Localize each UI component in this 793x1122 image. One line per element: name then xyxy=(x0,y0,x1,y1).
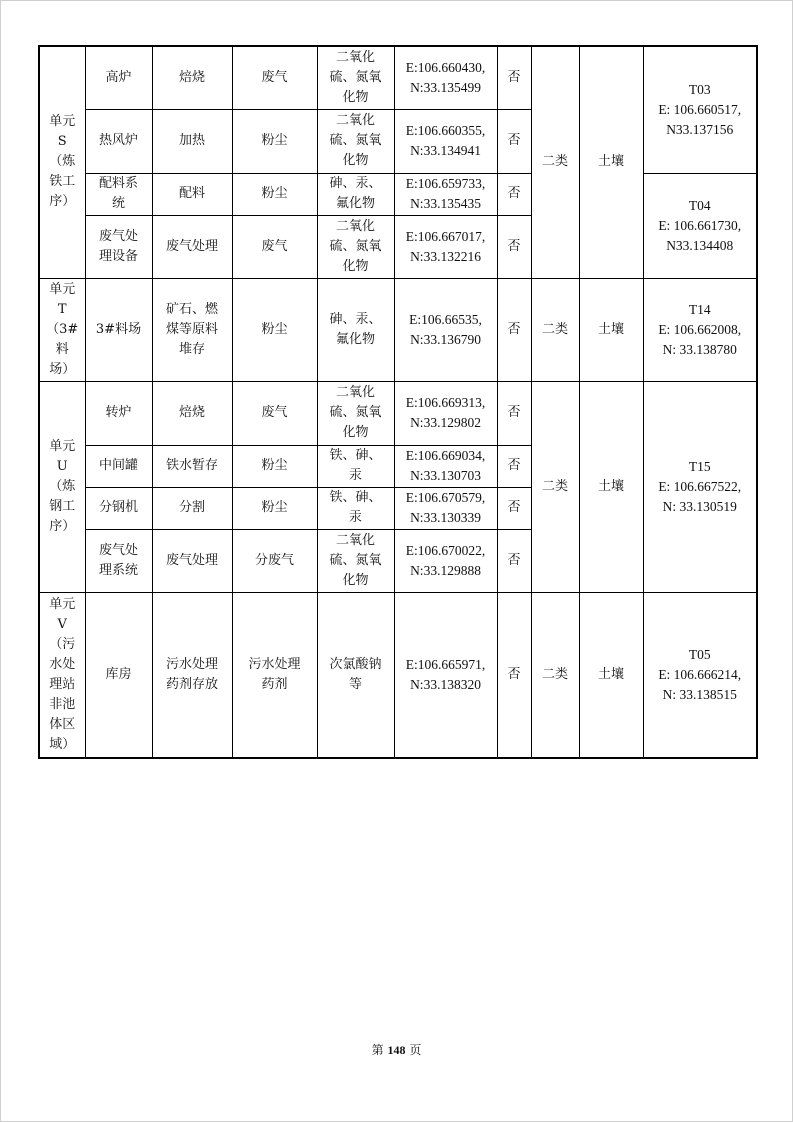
pollutant-cell: 粉尘 xyxy=(232,173,317,215)
unit-cell: 单元 V （污 水处 理站 非池 体区 域） xyxy=(39,592,85,758)
pollutant-cell: 粉尘 xyxy=(232,278,317,381)
activity-cell: 矿石、燃 煤等原料 堆存 xyxy=(152,278,232,381)
sampling-point-cell: T14 E: 106.662008, N: 33.138780 xyxy=(643,278,757,381)
substance-cell: 二氧化 硫、氮氧 化物 xyxy=(317,215,394,278)
facility-cell: 3#料场 xyxy=(85,278,152,381)
coordinates-cell: E:106.660355, N:33.134941 xyxy=(394,109,497,173)
facility-cell: 转炉 xyxy=(85,381,152,445)
pollutant-cell: 废气 xyxy=(232,46,317,109)
activity-cell: 分割 xyxy=(152,487,232,529)
coordinates-cell: E:106.66535, N:33.136790 xyxy=(394,278,497,381)
activity-cell: 焙烧 xyxy=(152,381,232,445)
activity-cell: 加热 xyxy=(152,109,232,173)
substance-cell: 砷、汞、 氟化物 xyxy=(317,278,394,381)
flag-cell: 否 xyxy=(497,445,531,487)
facility-cell: 分钢机 xyxy=(85,487,152,529)
flag-cell: 否 xyxy=(497,592,531,758)
facility-cell: 热风炉 xyxy=(85,109,152,173)
flag-cell: 否 xyxy=(497,529,531,592)
coordinates-cell: E:106.659733, N:33.135435 xyxy=(394,173,497,215)
sampling-point-cell: T03 E: 106.660517, N33.137156 xyxy=(643,46,757,173)
substance-cell: 砷、汞、 氟化物 xyxy=(317,173,394,215)
coordinates-cell: E:106.669313, N:33.129802 xyxy=(394,381,497,445)
table-row xyxy=(39,278,757,381)
sampling-point-cell: T15 E: 106.667522, N: 33.130519 xyxy=(643,381,757,592)
footer-prefix: 第 xyxy=(371,1043,384,1057)
substance-cell: 铁、砷、 汞 xyxy=(317,487,394,529)
facility-cell: 废气处 理设备 xyxy=(85,215,152,278)
coordinates-cell: E:106.660430, N:33.135499 xyxy=(394,46,497,109)
facility-cell: 中间罐 xyxy=(85,445,152,487)
facility-cell: 配料系 统 xyxy=(85,173,152,215)
pollutant-cell: 废气 xyxy=(232,381,317,445)
facility-cell: 库房 xyxy=(85,592,152,758)
facility-cell: 高炉 xyxy=(85,46,152,109)
monitoring-units-table xyxy=(38,45,758,759)
flag-cell: 否 xyxy=(497,278,531,381)
coordinates-cell: E:106.670022, N:33.129888 xyxy=(394,529,497,592)
table-row xyxy=(39,592,757,758)
pollutant-cell: 粉尘 xyxy=(232,487,317,529)
pollution-type-cell: 二类 xyxy=(531,381,579,592)
medium-cell: 土壤 xyxy=(579,381,643,592)
coordinates-cell: E:106.667017, N:33.132216 xyxy=(394,215,497,278)
flag-cell: 否 xyxy=(497,173,531,215)
activity-cell: 铁水暂存 xyxy=(152,445,232,487)
activity-cell: 焙烧 xyxy=(152,46,232,109)
coordinates-cell: E:106.670579, N:33.130339 xyxy=(394,487,497,529)
pollutant-cell: 粉尘 xyxy=(232,109,317,173)
substance-cell: 二氧化 硫、氮氧 化物 xyxy=(317,46,394,109)
flag-cell: 否 xyxy=(497,487,531,529)
substance-cell: 二氧化 硫、氮氧 化物 xyxy=(317,529,394,592)
footer-suffix: 页 xyxy=(409,1043,422,1057)
activity-cell: 废气处理 xyxy=(152,529,232,592)
facility-cell: 废气处 理系统 xyxy=(85,529,152,592)
substance-cell: 次氯酸钠 等 xyxy=(317,592,394,758)
medium-cell: 土壤 xyxy=(579,46,643,278)
sampling-point-cell: T05 E: 106.666214, N: 33.138515 xyxy=(643,592,757,758)
table-row xyxy=(39,173,757,215)
unit-cell: 单元 U （炼 钢工 序） xyxy=(39,381,85,592)
sampling-point-cell: T04 E: 106.661730, N33.134408 xyxy=(643,173,757,278)
table-row xyxy=(39,381,757,445)
substance-cell: 铁、砷、 汞 xyxy=(317,445,394,487)
substance-cell: 二氧化 硫、氮氧 化物 xyxy=(317,381,394,445)
table-row xyxy=(39,46,757,109)
pollution-type-cell: 二类 xyxy=(531,592,579,758)
pollutant-cell: 污水处理 药剂 xyxy=(232,592,317,758)
substance-cell: 二氧化 硫、氮氧 化物 xyxy=(317,109,394,173)
page-footer xyxy=(0,1041,793,1058)
page-number: 148 xyxy=(387,1043,406,1057)
medium-cell: 土壤 xyxy=(579,278,643,381)
pollution-type-cell: 二类 xyxy=(531,46,579,278)
activity-cell: 废气处理 xyxy=(152,215,232,278)
flag-cell: 否 xyxy=(497,215,531,278)
coordinates-cell: E:106.669034, N:33.130703 xyxy=(394,445,497,487)
pollution-type-cell: 二类 xyxy=(531,278,579,381)
activity-cell: 配料 xyxy=(152,173,232,215)
pollutant-cell: 粉尘 xyxy=(232,445,317,487)
activity-cell: 污水处理 药剂存放 xyxy=(152,592,232,758)
medium-cell: 土壤 xyxy=(579,592,643,758)
coordinates-cell: E:106.665971, N:33.138320 xyxy=(394,592,497,758)
pollutant-cell: 分废气 xyxy=(232,529,317,592)
pollutant-cell: 废气 xyxy=(232,215,317,278)
flag-cell: 否 xyxy=(497,109,531,173)
unit-cell: 单元 S （炼 铁工 序） xyxy=(39,46,85,278)
flag-cell: 否 xyxy=(497,46,531,109)
flag-cell: 否 xyxy=(497,381,531,445)
unit-cell: 单元 T （3# 料 场） xyxy=(39,278,85,381)
